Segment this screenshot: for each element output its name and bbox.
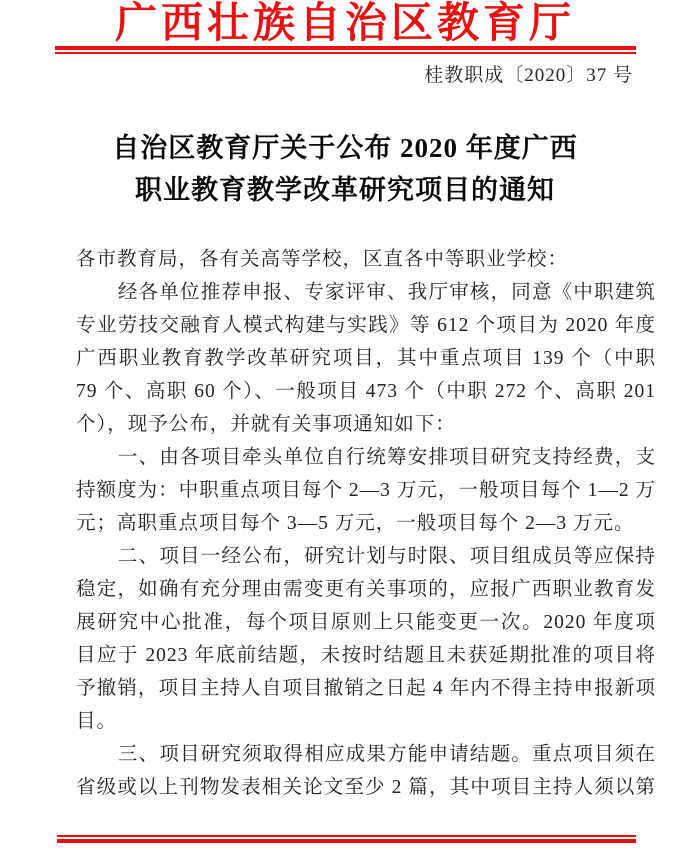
body-line: 稳定，如确有充分理由需变更有关事项的，应报广西职业教育发 xyxy=(76,579,656,600)
document-title-line2: 职业教育教学改革研究项目的通知 xyxy=(135,175,555,205)
body-line: 展研究中心批准，每个项目原则上只能变更一次。2020 年度项 xyxy=(76,612,656,633)
document-title-line1: 自治区教育厅关于公布 2020 年度广西 xyxy=(112,133,578,163)
body-line: 予撤销，项目主持人自项目撤销之日起 4 年内不得主持申报新项 xyxy=(76,678,656,699)
body-line: 三、项目研究须取得相应成果方能申请结题。重点项目须在 xyxy=(117,744,656,765)
body-line: 个），现予公布，并就有关事项通知如下： xyxy=(76,414,456,435)
body-line: 各市教育局，各有关高等学校，区直各中等职业学校： xyxy=(76,249,569,270)
body-line: 广西职业教育教学改革研究项目，其中重点项目 139 个（中职 xyxy=(76,348,656,369)
body-line: 专业劳技交融育人模式构建与实践》等 612 个项目为 2020 年度 xyxy=(76,315,656,336)
body-line: 持额度为：中职重点项目每个 2—3 万元，一般项目每个 1—2 万 xyxy=(76,480,656,501)
agency-title: 广西壮族自治区教育厅 xyxy=(114,1,575,47)
body-line: 二、项目一经公布，研究计划与时限、项目组成员等应保持 xyxy=(117,546,656,567)
document-title xyxy=(0,127,690,211)
body-line: 目应于 2023 年底前结题，未按时结题且未获延期批准的项目将 xyxy=(76,645,656,666)
body-line: 省级或以上刊物发表相关论文至少 2 篇，其中项目主持人须以第 xyxy=(76,777,656,798)
body-line: 目。 xyxy=(76,711,118,732)
footer-rule xyxy=(57,835,636,843)
body-line: 经各单位推荐申报、专家评审、我厅审核，同意《中职建筑 xyxy=(117,282,656,303)
body-line: 79 个、高职 60 个）、一般项目 473 个（中职 272 个、高职 201 xyxy=(76,381,656,402)
body-line: 一、由各项目牵头单位自行统筹安排项目研究支持经费，支 xyxy=(117,447,656,468)
document-body xyxy=(76,243,656,804)
header-rule xyxy=(55,46,636,54)
doc-number: 桂教职成〔2020〕37 号 xyxy=(424,65,633,86)
body-line: 元；高职重点项目每个 3—5 万元，一般项目每个 2—3 万元。 xyxy=(76,513,635,534)
